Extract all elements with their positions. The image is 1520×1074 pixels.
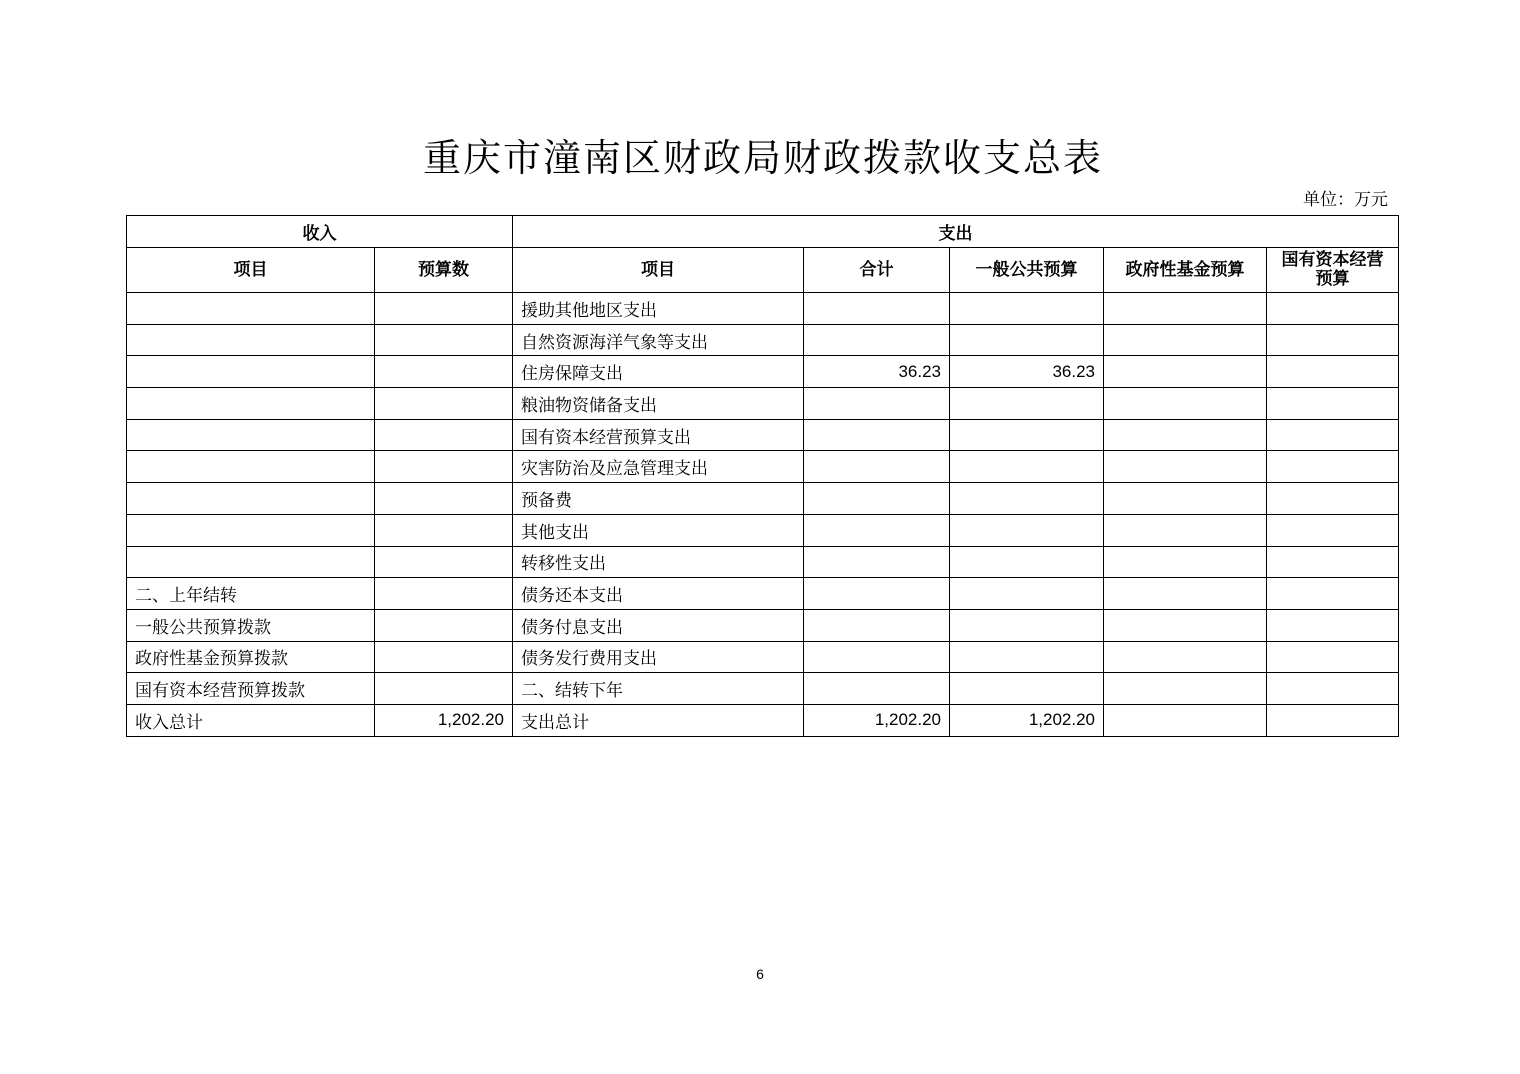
table-row: [127, 293, 1399, 325]
income-amount-cell: 1,202.20: [375, 704, 513, 736]
income-item-cell: [127, 419, 375, 451]
table-row: [127, 514, 1399, 546]
unit-label: 单位：万元: [1303, 190, 1388, 210]
general-budget-cell: [950, 293, 1104, 325]
total-cell: [804, 293, 950, 325]
total-cell: [804, 388, 950, 420]
expense-item-cell: 债务还本支出: [513, 578, 804, 610]
fund-budget-cell: [1104, 641, 1267, 673]
fund-budget-cell: [1104, 483, 1267, 515]
expense-item-cell: 国有资本经营预算支出: [513, 419, 804, 451]
state-capital-budget-cell: [1267, 356, 1399, 388]
fund-budget-cell: [1104, 324, 1267, 356]
income-amount-cell: [375, 483, 513, 515]
general-budget-cell: [950, 609, 1104, 641]
table-row: [127, 673, 1399, 705]
expense-item-cell: 支出总计: [513, 704, 804, 736]
income-amount-cell: [375, 609, 513, 641]
income-item-cell: 国有资本经营预算拨款: [127, 673, 375, 705]
col-income-budget: 预算数: [375, 248, 513, 293]
expense-item-cell: 债务发行费用支出: [513, 641, 804, 673]
expense-group-header: 支出: [513, 216, 1399, 248]
fund-budget-cell: [1104, 388, 1267, 420]
income-amount-cell: [375, 673, 513, 705]
header-group-row: [127, 216, 1399, 248]
income-item-cell: 收入总计: [127, 704, 375, 736]
income-item-cell: 政府性基金预算拨款: [127, 641, 375, 673]
total-cell: [804, 514, 950, 546]
state-capital-budget-cell: [1267, 641, 1399, 673]
fund-budget-cell: [1104, 704, 1267, 736]
income-amount-cell: [375, 546, 513, 578]
general-budget-cell: [950, 514, 1104, 546]
income-item-cell: [127, 293, 375, 325]
fund-budget-cell: [1104, 451, 1267, 483]
col-state-capital-budget: 国有资本经营预算: [1267, 248, 1399, 293]
expense-item-cell: 自然资源海洋气象等支出: [513, 324, 804, 356]
expense-item-cell: 粮油物资储备支出: [513, 388, 804, 420]
general-budget-cell: [950, 578, 1104, 610]
income-amount-cell: [375, 356, 513, 388]
income-group-header: 收入: [127, 216, 513, 248]
general-budget-cell: [950, 673, 1104, 705]
state-capital-budget-cell: [1267, 483, 1399, 515]
table-row: [127, 324, 1399, 356]
fund-budget-cell: [1104, 419, 1267, 451]
income-amount-cell: [375, 388, 513, 420]
total-cell: [804, 673, 950, 705]
page-title: 重庆市潼南区财政局财政拨款收支总表: [422, 136, 1103, 180]
budget-summary-table: [126, 215, 1399, 737]
table-row: [127, 451, 1399, 483]
fund-budget-cell: [1104, 609, 1267, 641]
general-budget-cell: 1,202.20: [950, 704, 1104, 736]
table-row: [127, 419, 1399, 451]
fund-budget-cell: [1104, 514, 1267, 546]
income-item-cell: [127, 483, 375, 515]
expense-item-cell: 预备费: [513, 483, 804, 515]
expense-item-cell: 灾害防治及应急管理支出: [513, 451, 804, 483]
state-capital-budget-cell: [1267, 546, 1399, 578]
fund-budget-cell: [1104, 578, 1267, 610]
col-total: 合计: [804, 248, 950, 293]
income-item-cell: 二、上年结转: [127, 578, 375, 610]
total-cell: [804, 483, 950, 515]
income-item-cell: 一般公共预算拨款: [127, 609, 375, 641]
fund-budget-cell: [1104, 546, 1267, 578]
income-item-cell: [127, 388, 375, 420]
col-general-budget: 一般公共预算: [950, 248, 1104, 293]
total-cell: [804, 641, 950, 673]
fund-budget-cell: [1104, 356, 1267, 388]
table-row: [127, 641, 1399, 673]
state-capital-budget-cell: [1267, 324, 1399, 356]
fund-budget-cell: [1104, 293, 1267, 325]
page-number: 6: [756, 966, 764, 982]
general-budget-cell: [950, 483, 1104, 515]
income-item-cell: [127, 514, 375, 546]
total-cell: [804, 578, 950, 610]
table-row: [127, 704, 1399, 736]
total-cell: [804, 324, 950, 356]
general-budget-cell: [950, 546, 1104, 578]
state-capital-budget-cell: [1267, 578, 1399, 610]
state-capital-budget-cell: [1267, 704, 1399, 736]
income-item-cell: [127, 324, 375, 356]
total-cell: 1,202.20: [804, 704, 950, 736]
header-column-row: [127, 248, 1399, 293]
state-capital-budget-cell: [1267, 451, 1399, 483]
income-amount-cell: [375, 641, 513, 673]
total-cell: 36.23: [804, 356, 950, 388]
state-capital-budget-cell: [1267, 419, 1399, 451]
state-capital-budget-cell: [1267, 388, 1399, 420]
income-item-cell: [127, 546, 375, 578]
total-cell: [804, 419, 950, 451]
expense-item-cell: 其他支出: [513, 514, 804, 546]
table-row: [127, 356, 1399, 388]
expense-item-cell: 援助其他地区支出: [513, 293, 804, 325]
col-fund-budget: 政府性基金预算: [1104, 248, 1267, 293]
table-row: [127, 609, 1399, 641]
general-budget-cell: [950, 641, 1104, 673]
state-capital-budget-cell: [1267, 293, 1399, 325]
state-capital-budget-cell: [1267, 673, 1399, 705]
table-row: [127, 388, 1399, 420]
col-income-item: 项目: [127, 248, 375, 293]
income-amount-cell: [375, 324, 513, 356]
state-capital-budget-cell: [1267, 514, 1399, 546]
income-item-cell: [127, 451, 375, 483]
income-amount-cell: [375, 451, 513, 483]
total-cell: [804, 451, 950, 483]
income-item-cell: [127, 356, 375, 388]
fund-budget-cell: [1104, 673, 1267, 705]
table-row: [127, 578, 1399, 610]
general-budget-cell: [950, 451, 1104, 483]
income-amount-cell: [375, 419, 513, 451]
total-cell: [804, 546, 950, 578]
expense-item-cell: 住房保障支出: [513, 356, 804, 388]
table-row: [127, 483, 1399, 515]
expense-item-cell: 二、结转下年: [513, 673, 804, 705]
general-budget-cell: 36.23: [950, 356, 1104, 388]
total-cell: [804, 609, 950, 641]
table-row: [127, 546, 1399, 578]
expense-item-cell: 转移性支出: [513, 546, 804, 578]
state-capital-budget-cell: [1267, 609, 1399, 641]
expense-item-cell: 债务付息支出: [513, 609, 804, 641]
general-budget-cell: [950, 324, 1104, 356]
general-budget-cell: [950, 388, 1104, 420]
income-amount-cell: [375, 578, 513, 610]
col-expense-item: 项目: [513, 248, 804, 293]
income-amount-cell: [375, 293, 513, 325]
table-body: [127, 293, 1399, 737]
income-amount-cell: [375, 514, 513, 546]
general-budget-cell: [950, 419, 1104, 451]
